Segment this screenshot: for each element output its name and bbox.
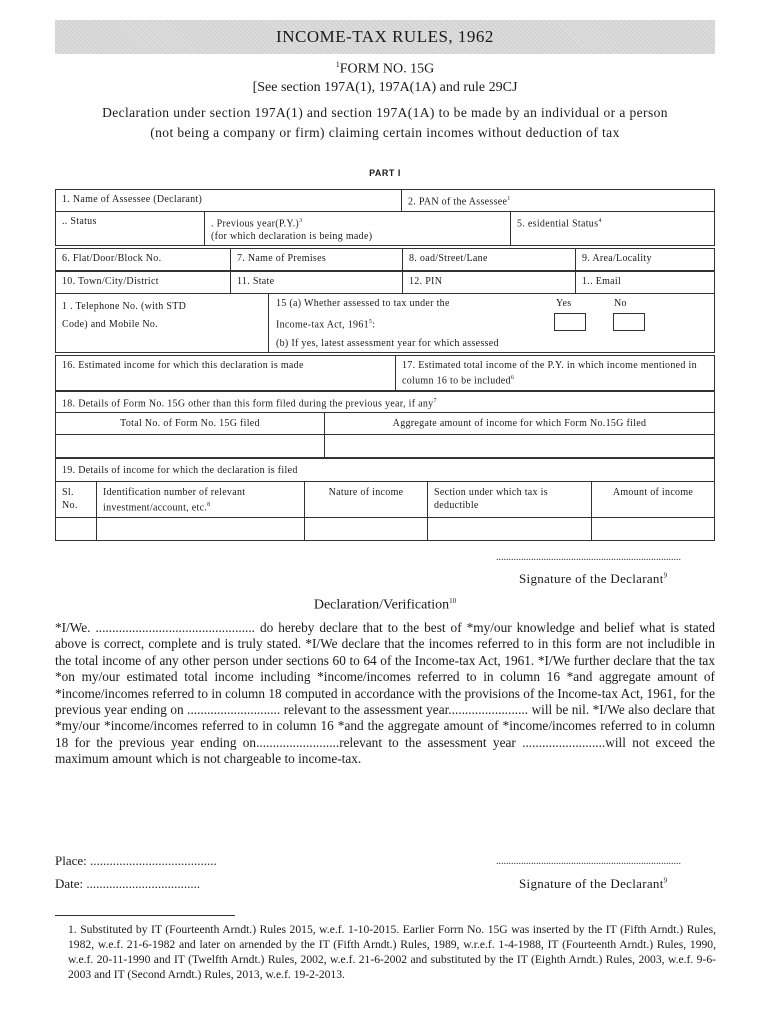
field-previous-year[interactable]: . Previous $year(P.Y.)^3$ (for which declaration is being made) bbox=[204, 211, 511, 246]
field-name-of-assessee[interactable]: 1. Name of Assessee (Declarant) bbox=[55, 189, 402, 212]
question-15a-line1: 15 (a) Whether assessed to tax under the bbox=[276, 298, 450, 309]
input-nature-of-income[interactable] bbox=[304, 517, 428, 541]
verification-body: *I/We. ................................................ do hereby declare that to the best of *my/our knowledge and belief what is stated above is correct, complete and is truly stated. *I/We declare that the incomes referred to in this form are not includible in the total income of any other person under sections 60 to 64 of the Income-tax Act, 1961. *I/We further declare that the tax *on my/our estimated total income including *income/incomes referred to in column 16 *and aggregate amount of *income/incomes referred to in column 18 computed in accordance with the provisions of the Income-tax Act, 1961, for the previous year ending on ............................ relevant to the assessment year........................ will be nil. *I/We also declare that *my/our *income/incomes referred to in column 16 *and the aggregate amount of *income/incomes referred to in column 18 for the previous year ending on.........................relevant to the assessment year .........................will not exceed the maximum amount which is not chargeable to income-tax. bbox=[55, 620, 715, 767]
input-identification-number[interactable] bbox=[96, 517, 305, 541]
rules-title: INCOME-TAX RULES, 1962 bbox=[55, 20, 715, 54]
header-aggregate-amount: Aggregate amount of income for which Form No.15G filed bbox=[324, 412, 715, 435]
field-pin[interactable]: 12. PIN bbox=[402, 271, 576, 294]
input-aggregate-amount[interactable] bbox=[324, 434, 715, 458]
field-pan[interactable]: 2. PAN of the Assessee$^1$ bbox=[401, 189, 715, 212]
signature-of-declarant-2: Signature of the Declarant$^9$ bbox=[519, 876, 668, 891]
input-amount-of-income[interactable] bbox=[591, 517, 715, 541]
input-section-deductible[interactable] bbox=[427, 517, 592, 541]
see-section: [See section 197A(1), 197A(1A) and rule 29CJ bbox=[252, 80, 518, 95]
yes-checkbox[interactable] bbox=[554, 313, 586, 331]
field-area-locality[interactable]: 9. Area/Locality bbox=[575, 248, 715, 271]
no-checkbox[interactable] bbox=[613, 313, 645, 331]
date-field[interactable]: Date: ................................... bbox=[55, 876, 201, 891]
no-label: No bbox=[614, 298, 627, 309]
header-identification-number: Identification number of relevant investment/account, etc.$^8$ bbox=[96, 481, 305, 518]
signature-line: .......................................................................... bbox=[496, 552, 681, 563]
place-field[interactable]: Place: ....................................... bbox=[55, 853, 217, 868]
field-telephone[interactable]: 1 . Telephone No. (with STD Code) and Mobile No. bbox=[55, 293, 269, 353]
yes-label: Yes bbox=[556, 298, 572, 309]
verification-heading: Declaration/Verification$^{10}$ bbox=[313, 597, 457, 613]
header-nature-of-income: Nature of income bbox=[304, 481, 428, 518]
field-estimated-income[interactable]: 16. Estimated income for which this declaration is made bbox=[55, 355, 396, 391]
header-amount-of-income: Amount of income bbox=[591, 481, 715, 518]
input-total-forms-filed[interactable] bbox=[55, 434, 325, 458]
form-number: $^1$FORM NO. 15G bbox=[335, 60, 435, 77]
header-section-deductible: Section under which tax is deductible bbox=[427, 481, 592, 518]
input-sl-no[interactable] bbox=[55, 517, 97, 541]
field-flat-door-block[interactable]: 6. Flat/Door/Block No. bbox=[55, 248, 231, 271]
field-town-city-district[interactable]: 10. Town/City/District bbox=[55, 271, 231, 294]
header-sl-no: Sl. No. bbox=[55, 481, 97, 518]
field-email[interactable]: 1.. Email bbox=[575, 271, 715, 294]
field-income-details-heading: 19. Details of income for which the declaration is filed bbox=[55, 458, 715, 482]
footnote: 1. Substituted by IT (Fourteenth Arndt.) Rules 2015, w.e.f. 1-10-2015. Earlier Forrn No. 15G was inserted by the IT (Fifth Arndt.) Rules, 1982, w.e.f. 21-6-1982 and later on arnended by the IT (Fifth Arndt.) Rules, 1989, w.r.e.f. 1-4-1988, IT (Fourteenth Arndt.) Rules, 1990, w.e.f. 20-11-1990 and IT (Twelfth Arndt.) Rules, 2002, w.e.f. 21-6-2002 and substituted by the IT (Eighth Arndt.) Rules, 2003, w.e.f. 9-6-2003 and IT (Second Arndt.) Rules, 2013, w.e.f. 19-2-2013. bbox=[68, 923, 716, 981]
field-status[interactable]: .. Status bbox=[55, 211, 205, 246]
header-total-forms-filed: Total No. of Form No. 15G filed bbox=[55, 412, 325, 435]
question-15b: (b) If yes, latest assessment year for which assessed bbox=[276, 338, 499, 349]
field-state[interactable]: 11. State bbox=[230, 271, 403, 294]
footnote-rule bbox=[55, 915, 235, 916]
field-form15g-details-heading: 18. Details of Form No. 15G other than this form filed during the previous year, if any$^7$ bbox=[55, 391, 715, 413]
part-label: PART I bbox=[369, 168, 401, 178]
signature-of-declarant: Signature of the Declarant$^9$ bbox=[519, 571, 668, 586]
field-residential-status[interactable]: 5. esidential Status$^4$ bbox=[510, 211, 715, 246]
question-15a-line2: Income-tax Act, 1961$^5$: bbox=[276, 319, 376, 331]
field-name-of-premises[interactable]: 7. Name of Premises bbox=[230, 248, 403, 271]
field-road-street-lane[interactable]: 8. oad/Street/Lane bbox=[402, 248, 576, 271]
field-estimated-total-income[interactable]: 17. Estimated total income of the P.Y. in which income mentioned in column 16 to be included$^6$ bbox=[395, 355, 715, 391]
declaration-heading: Declaration under section 197A(1) and section 197A(1A) to be made by an individual or a person (not being a company or firm) claiming certain incomes without deduction of tax bbox=[102, 105, 668, 140]
signature-line-2: .......................................................................... bbox=[496, 856, 681, 867]
